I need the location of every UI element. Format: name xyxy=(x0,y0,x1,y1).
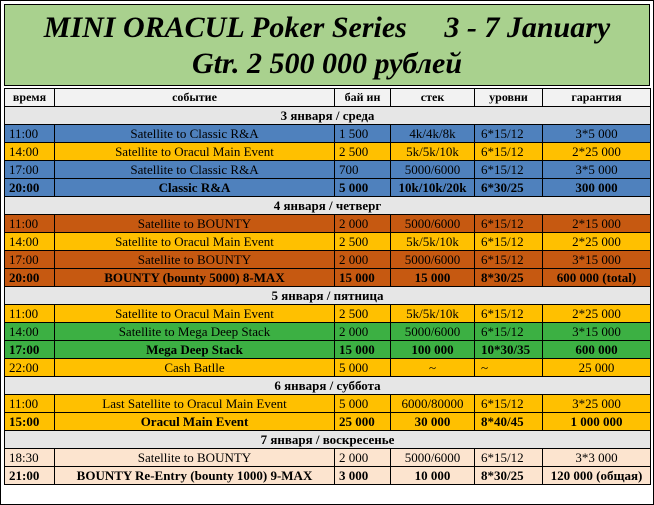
event-guarantee: 600 000 xyxy=(543,341,651,359)
header-guarantee: гарантия xyxy=(543,89,651,107)
event-name: Cash Batlle xyxy=(55,359,335,377)
event-row xyxy=(5,125,651,143)
event-time: 17:00 xyxy=(5,251,55,269)
event-buyin: 2 000 xyxy=(335,215,391,233)
event-name: Satellite to Oracul Main Event xyxy=(55,305,335,323)
event-levels: 10*30/35 xyxy=(475,341,543,359)
day-label: 6 января / суббота xyxy=(5,377,651,395)
event-name: Satellite to BOUNTY xyxy=(55,251,335,269)
event-buyin: 1 500 xyxy=(335,125,391,143)
event-buyin: 15 000 xyxy=(335,269,391,287)
event-row xyxy=(5,269,651,287)
event-buyin: 15 000 xyxy=(335,341,391,359)
event-time: 11:00 xyxy=(5,395,55,413)
event-time: 17:00 xyxy=(5,341,55,359)
event-levels: 6*15/12 xyxy=(475,449,543,467)
guarantee-title: Gtr. 2 500 000 рублей xyxy=(191,47,463,80)
event-buyin: 2 500 xyxy=(335,233,391,251)
event-guarantee: 1 000 000 xyxy=(543,413,651,431)
event-row xyxy=(5,395,651,413)
event-guarantee: 25 000 xyxy=(543,359,651,377)
event-stack: 15 000 xyxy=(391,269,475,287)
schedule-body xyxy=(5,107,651,485)
event-levels: 6*15/12 xyxy=(475,161,543,179)
day-header-row xyxy=(5,287,651,305)
event-row xyxy=(5,161,651,179)
header-row xyxy=(5,89,651,107)
event-row xyxy=(5,413,651,431)
event-levels: 6*15/12 xyxy=(475,143,543,161)
event-time: 22:00 xyxy=(5,359,55,377)
event-name: Satellite to Classic R&A xyxy=(55,125,335,143)
event-levels: 8*40/45 xyxy=(475,413,543,431)
header-time: время xyxy=(5,89,55,107)
event-levels: 6*15/12 xyxy=(475,323,543,341)
event-buyin: 2 000 xyxy=(335,323,391,341)
event-name: BOUNTY Re-Entry (bounty 1000) 9-MAX xyxy=(55,467,335,485)
event-time: 15:00 xyxy=(5,413,55,431)
day-label: 7 января / воскресенье xyxy=(5,431,651,449)
event-time: 20:00 xyxy=(5,179,55,197)
header-buyin: бай ин xyxy=(335,89,391,107)
event-buyin: 5 000 xyxy=(335,179,391,197)
event-guarantee: 3*5 000 xyxy=(543,161,651,179)
event-stack: 10k/10k/20k xyxy=(391,179,475,197)
event-row xyxy=(5,341,651,359)
header-stack: стек xyxy=(391,89,475,107)
header-event: событие xyxy=(55,89,335,107)
event-buyin: 2 000 xyxy=(335,251,391,269)
day-header-row xyxy=(5,431,651,449)
event-row xyxy=(5,359,651,377)
event-stack: 5000/6000 xyxy=(391,215,475,233)
event-name: Oracul Main Event xyxy=(55,413,335,431)
event-stack: 5000/6000 xyxy=(391,323,475,341)
event-time: 11:00 xyxy=(5,215,55,233)
event-stack: 10 000 xyxy=(391,467,475,485)
event-time: 14:00 xyxy=(5,323,55,341)
event-stack: 30 000 xyxy=(391,413,475,431)
event-stack: 5000/6000 xyxy=(391,251,475,269)
event-name: Satellite to Oracul Main Event xyxy=(55,233,335,251)
event-stack: 5k/5k/10k xyxy=(391,305,475,323)
event-guarantee: 2*25 000 xyxy=(543,143,651,161)
header-levels: уровни xyxy=(475,89,543,107)
day-header-row xyxy=(5,377,651,395)
event-time: 14:00 xyxy=(5,143,55,161)
event-time: 11:00 xyxy=(5,125,55,143)
event-stack: 5000/6000 xyxy=(391,449,475,467)
series-title: MINI ORACUL Poker Series 3 - 7 January xyxy=(43,11,611,44)
event-guarantee: 120 000 (общая) xyxy=(543,467,651,485)
event-guarantee: 3*3 000 xyxy=(543,449,651,467)
event-time: 17:00 xyxy=(5,161,55,179)
event-levels: 6*15/12 xyxy=(475,233,543,251)
event-buyin: 5 000 xyxy=(335,359,391,377)
event-stack: 100 000 xyxy=(391,341,475,359)
event-buyin: 2 500 xyxy=(335,143,391,161)
event-row xyxy=(5,449,651,467)
event-guarantee: 3*15 000 xyxy=(543,323,651,341)
event-levels: 6*15/12 xyxy=(475,395,543,413)
day-label: 3 января / среда xyxy=(5,107,651,125)
event-name: Classic R&A xyxy=(55,179,335,197)
event-stack: 5000/6000 xyxy=(391,161,475,179)
event-name: Satellite to BOUNTY xyxy=(55,449,335,467)
event-time: 18:30 xyxy=(5,449,55,467)
event-buyin: 5 000 xyxy=(335,395,391,413)
event-stack: ~ xyxy=(391,359,475,377)
event-guarantee: 3*25 000 xyxy=(543,395,651,413)
event-stack: 6000/80000 xyxy=(391,395,475,413)
event-guarantee: 2*25 000 xyxy=(543,233,651,251)
event-name: BOUNTY (bounty 5000) 8-MAX xyxy=(55,269,335,287)
event-row xyxy=(5,143,651,161)
event-levels: 6*15/12 xyxy=(475,125,543,143)
event-guarantee: 2*15 000 xyxy=(543,215,651,233)
event-row xyxy=(5,305,651,323)
event-buyin: 2 000 xyxy=(335,449,391,467)
event-guarantee: 600 000 (total) xyxy=(543,269,651,287)
event-name: Satellite to BOUNTY xyxy=(55,215,335,233)
day-header-row xyxy=(5,197,651,215)
schedule-table xyxy=(4,88,651,485)
day-label: 4 января / четверг xyxy=(5,197,651,215)
event-stack: 5k/5k/10k xyxy=(391,233,475,251)
event-name: Mega Deep Stack xyxy=(55,341,335,359)
event-stack: 5k/5k/10k xyxy=(391,143,475,161)
event-name: Satellite to Oracul Main Event xyxy=(55,143,335,161)
event-row xyxy=(5,467,651,485)
event-guarantee: 3*5 000 xyxy=(543,125,651,143)
event-time: 14:00 xyxy=(5,233,55,251)
event-time: 21:00 xyxy=(5,467,55,485)
event-guarantee: 300 000 xyxy=(543,179,651,197)
event-levels: 6*15/12 xyxy=(475,215,543,233)
event-stack: 4k/4k/8k xyxy=(391,125,475,143)
day-header-row xyxy=(5,107,651,125)
event-time: 20:00 xyxy=(5,269,55,287)
event-buyin: 3 000 xyxy=(335,467,391,485)
event-row xyxy=(5,251,651,269)
day-label: 5 января / пятница xyxy=(5,287,651,305)
title-banner xyxy=(4,4,650,86)
event-row xyxy=(5,215,651,233)
event-buyin: 25 000 xyxy=(335,413,391,431)
event-levels: 6*15/12 xyxy=(475,305,543,323)
event-guarantee: 3*15 000 xyxy=(543,251,651,269)
event-levels: 8*30/25 xyxy=(475,467,543,485)
event-name: Satellite to Classic R&A xyxy=(55,161,335,179)
event-buyin: 700 xyxy=(335,161,391,179)
event-name: Satellite to Mega Deep Stack xyxy=(55,323,335,341)
event-levels: 6*15/12 xyxy=(475,251,543,269)
event-time: 11:00 xyxy=(5,305,55,323)
event-buyin: 2 500 xyxy=(335,305,391,323)
event-levels: 8*30/25 xyxy=(475,269,543,287)
event-levels: 6*30/25 xyxy=(475,179,543,197)
event-levels: ~ xyxy=(475,359,543,377)
event-name: Last Satellite to Oracul Main Event xyxy=(55,395,335,413)
event-row xyxy=(5,323,651,341)
event-guarantee: 2*25 000 xyxy=(543,305,651,323)
event-row xyxy=(5,179,651,197)
event-row xyxy=(5,233,651,251)
